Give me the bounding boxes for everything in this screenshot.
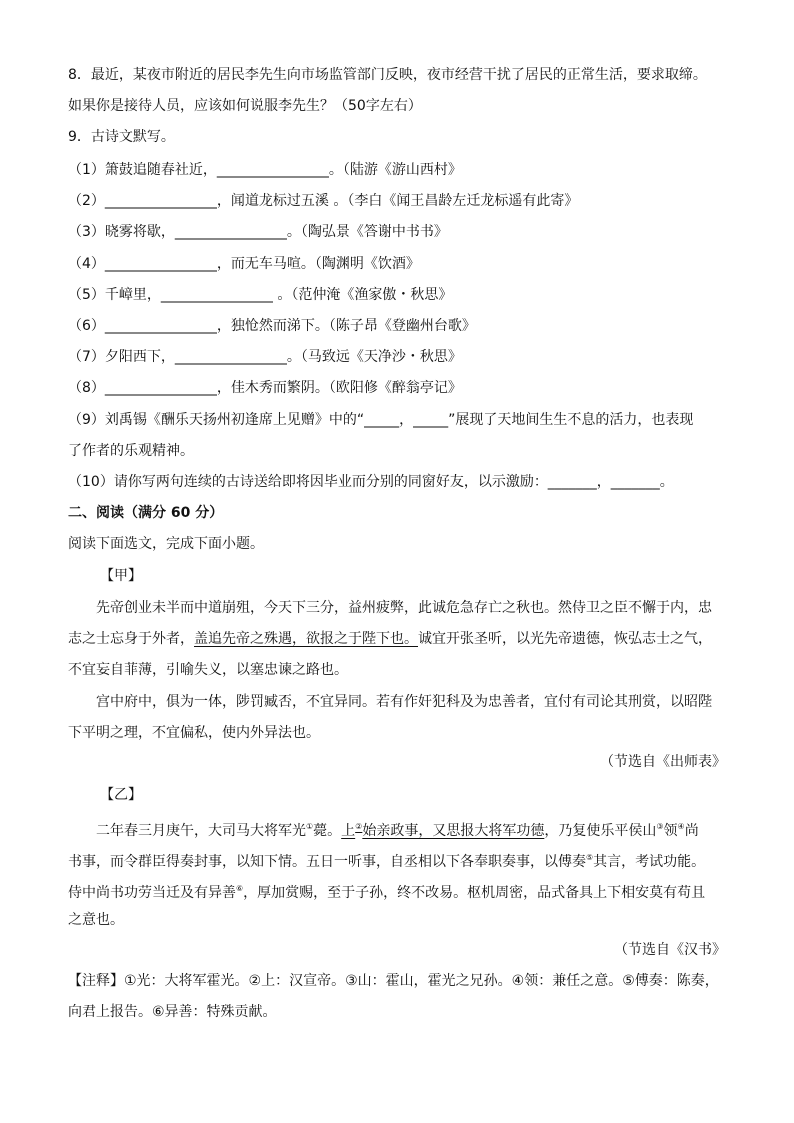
text-line xyxy=(68,880,705,902)
text-line xyxy=(68,630,712,648)
underlined-text: 盖追先帝之殊遇，欲报之于陛下也。 xyxy=(194,631,418,647)
text-line xyxy=(68,286,452,304)
text-segment: 之意也。 xyxy=(68,912,124,928)
text-line xyxy=(68,128,175,146)
text-segment: 8．最近，某夜市附近的居民李先生向市场监管部门反映，夜市经营干扰了居民的正常生活，要求取缔。 xyxy=(68,67,707,83)
text-line xyxy=(68,442,194,460)
text-line xyxy=(68,724,320,742)
text-line xyxy=(100,567,142,585)
text-line xyxy=(68,192,578,210)
text-segment: 二、阅读（满分 60 分） xyxy=(68,505,224,521)
text-segment: （节选自《出师表》 xyxy=(600,754,726,770)
text-segment: 【乙】 xyxy=(100,787,142,803)
text-line xyxy=(68,317,476,335)
text-line xyxy=(68,504,223,522)
text-line xyxy=(96,599,712,617)
text-segment: 了作者的乐观精神。 xyxy=(68,443,194,459)
text-segment: 志之士忘身于外者， xyxy=(68,631,194,647)
footnote-marker: ③ xyxy=(656,822,664,831)
text-line xyxy=(68,411,693,429)
text-line xyxy=(68,972,719,990)
text-line xyxy=(68,97,422,115)
text-segment: 宫中府中，俱为一体，陟罚臧否，不宜异同。若有作奸犯科及为忠善者，宜付有司论其刑赏，以昭陛 xyxy=(96,694,712,710)
text-segment: （节选自《汉书》 xyxy=(614,942,726,958)
text-segment: （10）请你写两句连续的古诗送给即将因毕业而分别的同窗好友，以示激励：_______，_______。 xyxy=(68,474,674,490)
text-segment: ，乃复使乐平侯山 xyxy=(544,823,657,839)
text-line xyxy=(68,535,264,553)
footnote-marker: ① xyxy=(306,822,314,831)
text-segment: 【注释】①光：大将军霍光。②上：汉宣帝。③山：霍山，霍光之兄孙。④领：兼任之意。⑤傅奏：陈奏， xyxy=(68,973,719,989)
text-line xyxy=(100,786,142,804)
text-segment: 阅读下面选文，完成下面小题。 xyxy=(68,536,264,552)
text-line xyxy=(68,255,420,273)
text-segment: （1）箫鼓追随春社近，________________。（陆游《游山西村》 xyxy=(68,162,462,178)
text-line xyxy=(68,66,707,84)
text-segment: 如果你是接待人员，应该如何说服李先生？（50字左右） xyxy=(68,98,422,114)
text-line xyxy=(614,941,726,959)
underlined-text: 始亲政事，又思报大将军功德 xyxy=(362,823,545,839)
text-segment: （7）夕阳西下，________________。（马致远《天净沙・秋思》 xyxy=(68,349,462,365)
footnote-marker: ⑥ xyxy=(236,884,244,893)
text-segment: 向君上报告。⑥异善：特殊贡献。 xyxy=(68,1004,277,1020)
text-segment: 9．古诗文默写。 xyxy=(68,129,175,145)
text-line xyxy=(96,693,712,711)
text-segment: 不宜妄自菲薄，引喻失义，以塞忠谏之路也。 xyxy=(68,662,348,678)
text-segment: 领 xyxy=(663,823,678,839)
text-line xyxy=(600,753,726,771)
text-line xyxy=(68,379,462,397)
text-segment: 其言，考试功能。 xyxy=(593,854,706,870)
text-segment: 先帝创业未半而中道崩殂，今天下三分，益州疲弊，此诚危急存亡之秋也。然侍卫之臣不懈于内，忠 xyxy=(96,600,712,616)
text-line xyxy=(68,1003,277,1021)
text-line xyxy=(68,661,348,679)
text-segment: （3）晓雾将歇，________________。（陶弘景《答谢中书书》 xyxy=(68,224,448,240)
text-line xyxy=(68,161,462,179)
text-line xyxy=(68,473,674,491)
text-segment: 薨。 xyxy=(313,823,342,839)
text-line xyxy=(68,911,124,929)
text-line xyxy=(96,818,699,840)
text-segment: ，厚加赏赐，至于子孙，终不改易。枢机周密，品式备具上下相安莫有苟且 xyxy=(243,885,706,901)
text-segment: 书事，而令群臣得奏封事，以知下情。五日一听事，自丞相以下各奉职奏事，以傅奏 xyxy=(68,854,586,870)
footnote-marker: ② xyxy=(355,822,363,831)
text-segment: 尚 xyxy=(684,823,699,839)
text-segment: （8）________________，佳木秀而繁阴。（欧阳修《醉翁亭记》 xyxy=(68,380,462,396)
text-segment: 二年春三月庚午，大司马大将军光 xyxy=(96,823,306,839)
text-segment: 下平明之理，不宜偏私，使内外异法也。 xyxy=(68,725,320,741)
footnote-marker: ④ xyxy=(677,822,685,831)
text-segment: 侍中尚书功劳当迁及有异善 xyxy=(68,885,236,901)
text-segment: （2）________________，闻道龙标过五溪 。（李白《闻王昌龄左迁龙标遥有此寄》 xyxy=(68,193,579,209)
underlined-text: 上 xyxy=(341,823,356,839)
footnote-marker: ⑤ xyxy=(586,853,594,862)
text-line xyxy=(68,849,705,871)
text-segment: 诚宜开张圣听，以光先帝遗德，恢弘志士之气， xyxy=(418,631,712,647)
text-line xyxy=(68,348,462,366)
text-segment: （4）________________，而无车马喧。（陶渊明《饮酒》 xyxy=(68,256,420,272)
text-segment: （6）________________，独怆然而涕下。（陈子昂《登幽州台歌》 xyxy=(68,318,476,334)
text-segment: （5）千嶂里，________________ 。（范仲淹《渔家傲・秋思》 xyxy=(68,287,453,303)
text-line xyxy=(68,223,448,241)
text-segment: （9）刘禹锡《酬乐天扬州初逢席上见赠》中的“_____，_____”展现了天地间生生不息的活力，也表现 xyxy=(68,412,694,428)
text-segment: 【甲】 xyxy=(100,568,142,584)
